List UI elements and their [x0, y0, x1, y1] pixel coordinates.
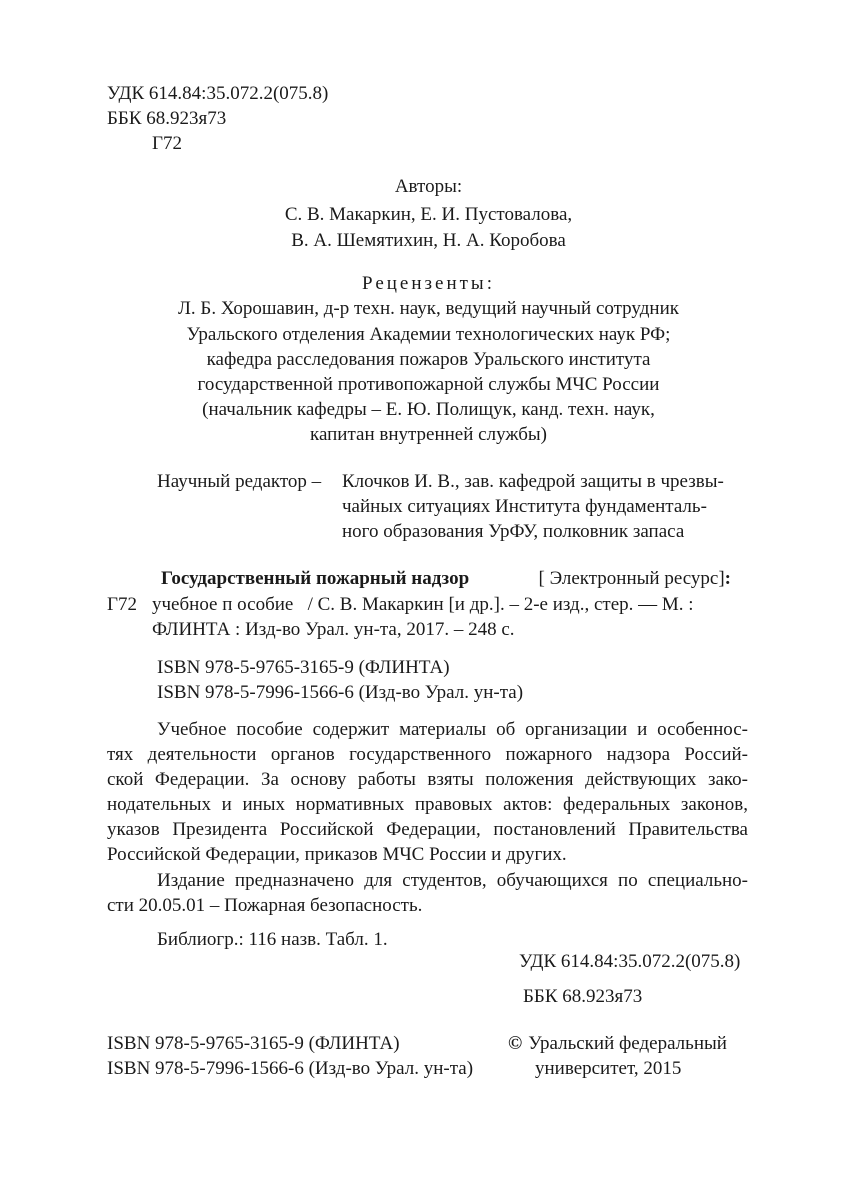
bbk-code: ББК 68.923я73 [107, 108, 227, 129]
scientific-editor-line: Клочков И. В., зав. кафедрой защиты в чрезвы- [342, 471, 724, 492]
copyright-block [508, 1032, 727, 1056]
footer-udk: УДК 614.84:35.072.2(075.8) [519, 951, 741, 972]
copyright-year: университет, 2015 [535, 1058, 682, 1079]
reviewers-line: Л. Б. Хорошавин, д-р техн. наук, ведущий научный сотрудник [178, 298, 679, 319]
annotation-line: Учебное пособие содержит материалы об организации и особеннос- [157, 719, 748, 740]
book-title: Государственный пожарный надзор [161, 568, 470, 589]
isbn-line: ISBN 978-5-7996-1566-6 (Изд-во Урал. ун-та) [157, 682, 524, 703]
scientific-editor-line: чайных ситуациях Института фундаменталь- [342, 496, 707, 517]
annotation-line: ской Федерации. За основу работы взяты положения действующих зако- [107, 769, 748, 790]
annotation-line: указов Президента Российской Федерации, постановлений Правительства [107, 819, 748, 840]
reviewers-line: капитан внутренней службы) [310, 424, 547, 445]
reviewers-line: (начальник кафедры – Е. Ю. Полищук, канд. техн. наук, [202, 399, 655, 420]
authors-line: В. А. Шемятихин, Н. А. Коробова [291, 230, 566, 251]
author-mark: Г72 [152, 133, 182, 154]
footer-isbn: ISBN 978-5-7996-1566-6 (Изд-во Урал. ун-та) [107, 1058, 474, 1079]
authors-line: С. В. Макаркин, Е. И. Пустовалова, [284, 204, 573, 225]
annotation-line: нодательных и иных нормативных правовых актов: федеральных законов, [107, 794, 748, 815]
footer-isbn: ISBN 978-5-9765-3165-9 (ФЛИНТА) [107, 1033, 400, 1054]
copyright-symbol: © [508, 1033, 523, 1054]
authors-heading: Авторы: [394, 176, 463, 197]
scientific-editor-line: ного образования УрФУ, полковник запаса [342, 521, 685, 542]
reviewers-line: кафедра расследования пожаров Уральского института [206, 349, 651, 370]
bibliography-count: Библиогр.: 116 назв. Табл. 1. [157, 929, 388, 950]
bib-record-line-3: ФЛИНТА : Изд-во Урал. ун-та, 2017. – 248 с. [152, 619, 515, 640]
udk-code: УДК 614.84:35.072.2(075.8) [107, 83, 329, 104]
bib-colon: : [724, 568, 731, 589]
footer-bbk: ББК 68.923я73 [523, 986, 643, 1007]
reviewers-line: государственной противопожарной службы МЧС России [197, 374, 660, 395]
reviewers-heading: Рецензенты: [362, 273, 495, 294]
annotation-line: тях деятельности органов государственного пожарного надзора Россий- [107, 744, 748, 765]
annotation-line: сти 20.05.01 – Пожарная безопасность. [107, 895, 423, 916]
annotation-line: Издание предназначено для студентов, обучающихся по специально- [157, 870, 748, 891]
isbn-line: ISBN 978-5-9765-3165-9 (ФЛИНТА) [157, 657, 450, 678]
bib-record-line-2: учебное п особие / С. В. Макаркин [и др.]. – 2-е изд., стер. — М. : [152, 594, 694, 615]
scientific-editor-label: Научный редактор – [157, 471, 322, 492]
bib-record-line-1 [161, 567, 731, 591]
copyright-holder: Уральский федеральный [528, 1033, 727, 1054]
resource-type: [ Электронный ресурс] [538, 568, 725, 589]
annotation-line: Российской Федерации, приказов МЧС России и других. [107, 844, 567, 865]
reviewers-line: Уральского отделения Академии технологических наук РФ; [186, 324, 671, 345]
bib-mark: Г72 [107, 594, 137, 615]
